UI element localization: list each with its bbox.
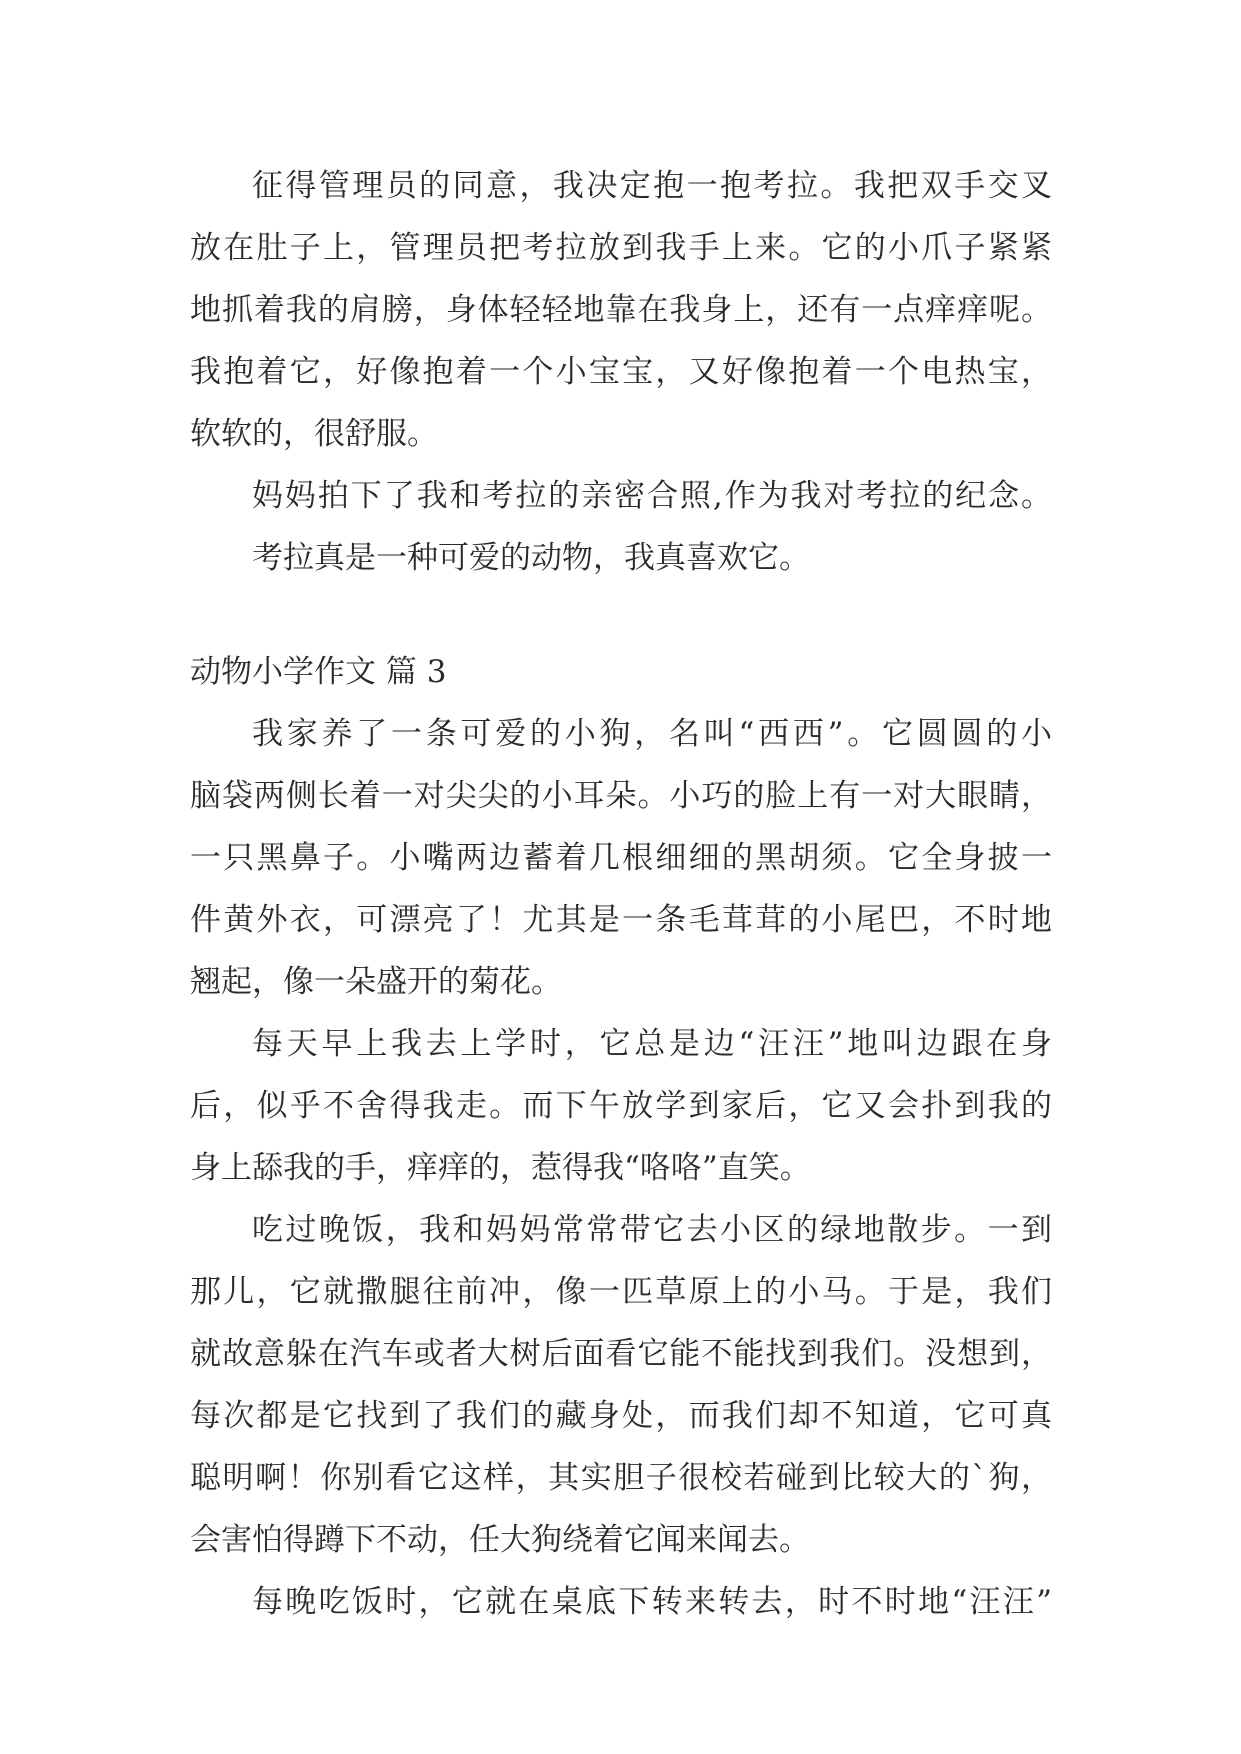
text-line: 地抓着我的肩膀，身体轻轻地靠在我身上，还有一点痒痒呢。 xyxy=(190,292,1052,328)
text-line: 后，似乎不舍得我走。而下午放学到家后，它又会扑到我的 xyxy=(190,1088,1052,1124)
text-line: 软软的，很舒服。 xyxy=(190,416,438,452)
text-line: 件黄外衣，可漂亮了！尤其是一条毛茸茸的小尾巴，不时地 xyxy=(190,902,1052,938)
text-line: 就故意躲在汽车或者大树后面看它能不能找到我们。没想到， xyxy=(190,1336,1052,1372)
text-line: 放在肚子上，管理员把考拉放到我手上来。它的小爪子紧紧 xyxy=(190,230,1052,266)
text-line: 妈妈拍下了我和考拉的亲密合照,作为我对考拉的纪念。 xyxy=(252,478,1052,514)
text-line: 征得管理员的同意，我决定抱一抱考拉。我把双手交叉 xyxy=(252,168,1052,204)
text-line: 我抱着它，好像抱着一个小宝宝，又好像抱着一个电热宝， xyxy=(190,354,1052,390)
text-line: 身上舔我的手，痒痒的，惹得我“咯咯”直笑。 xyxy=(190,1150,811,1186)
section-heading: 动物小学作文 篇 3 xyxy=(190,654,447,690)
text-line: 会害怕得蹲下不动，任大狗绕着它闻来闻去。 xyxy=(190,1522,810,1558)
text-line: 我家养了一条可爱的小狗，名叫“西西”。它圆圆的小 xyxy=(252,716,1052,752)
text-line: 吃过晚饭，我和妈妈常常带它去小区的绿地散步。一到 xyxy=(252,1212,1052,1248)
text-line: 翘起，像一朵盛开的菊花。 xyxy=(190,964,562,1000)
text-line: 聪明啊！你别看它这样，其实胆子很校若碰到比较大的`狗， xyxy=(190,1460,1052,1496)
text-line: 每次都是它找到了我们的藏身处，而我们却不知道，它可真 xyxy=(190,1398,1052,1434)
text-line: 每天早上我去上学时，它总是边“汪汪”地叫边跟在身 xyxy=(252,1026,1052,1062)
text-line: 考拉真是一种可爱的动物，我真喜欢它。 xyxy=(252,540,810,576)
text-line: 脑袋两侧长着一对尖尖的小耳朵。小巧的脸上有一对大眼睛， xyxy=(190,778,1052,814)
text-line: 那儿，它就撒腿往前冲，像一匹草原上的小马。于是，我们 xyxy=(190,1274,1052,1310)
text-line: 每晚吃饭时，它就在桌底下转来转去，时不时地“汪汪” xyxy=(252,1584,1052,1620)
text-line: 一只黑鼻子。小嘴两边蓄着几根细细的黑胡须。它全身披一 xyxy=(190,840,1052,876)
